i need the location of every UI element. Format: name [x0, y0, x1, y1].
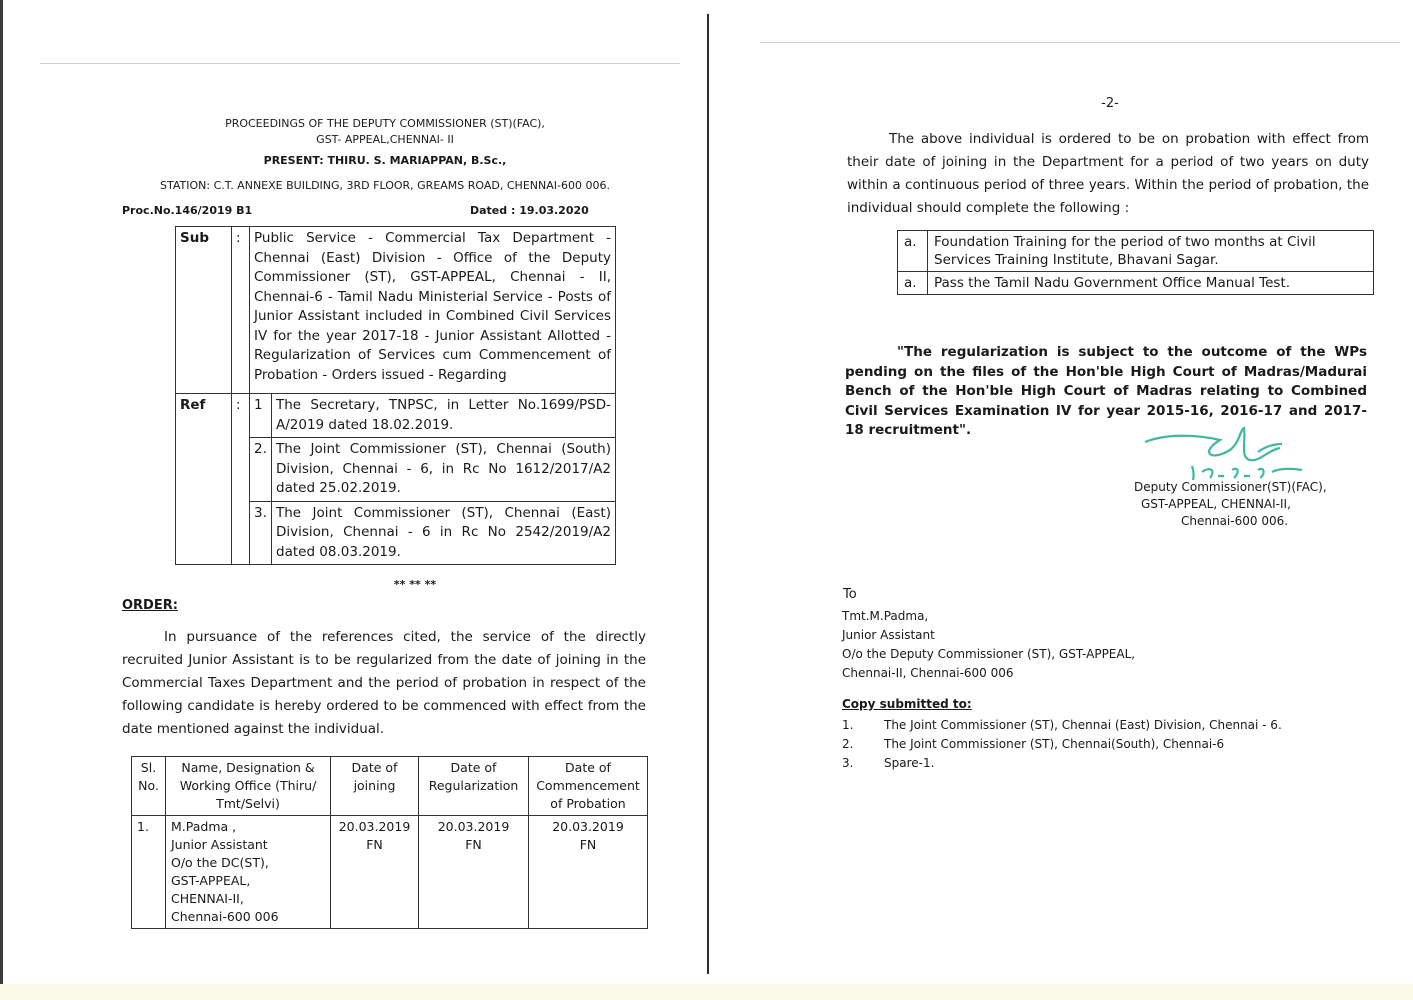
- cell-name: [166, 816, 331, 929]
- cell-sl: 1.: [132, 816, 166, 929]
- list-item: [842, 716, 1282, 735]
- scan-top-line-right: [760, 42, 1400, 43]
- header-date-probation: Date of Commencement of Probation: [529, 757, 648, 816]
- copy-item-number: 3.: [842, 756, 854, 770]
- header-line-1: PROCEEDINGS OF THE DEPUTY COMMISSIONER (ST)(FAC),: [225, 117, 545, 130]
- ref-3-text: The Joint Commissioner (ST), Chennai (East) Division, Chennai - 6 in Rc No 2542/2019/A2 dated 08.03.2019.: [272, 501, 616, 565]
- ref-colon: :: [232, 394, 250, 565]
- header-name: Name, Designation & Working Office (Thiru/ Tmt/Selvi): [166, 757, 331, 816]
- header-date-regularization: Date of Regularization: [419, 757, 529, 816]
- candidate-table-header: [132, 757, 648, 816]
- copy-heading: Copy submitted to:: [842, 697, 972, 711]
- subject-row: [176, 227, 616, 394]
- copy-item-number: 2.: [842, 737, 854, 751]
- list-item: [842, 754, 1282, 773]
- ref-label: Ref: [176, 394, 232, 565]
- reference-row: [176, 394, 616, 438]
- training-table: [897, 230, 1374, 295]
- table-row: [132, 816, 648, 929]
- name-line: Chennai-600 006: [171, 909, 279, 924]
- station-line: STATION: C.T. ANNEXE BUILDING, 3RD FLOOR, GREAMS ROAD, CHENNAI-600 006.: [160, 179, 610, 192]
- subject-reference-table: [175, 226, 616, 565]
- header-sl-no: Sl. No.: [132, 757, 166, 816]
- training-row: [898, 231, 1374, 272]
- signatory-city: Chennai-600 006.: [1181, 514, 1289, 528]
- header-date-joining: Date of joining: [331, 757, 419, 816]
- probation-session: FN: [579, 837, 597, 852]
- joining-date: 20.03.2019: [338, 819, 411, 834]
- copy-list: [842, 716, 1282, 773]
- ref-2-text: The Joint Commissioner (ST), Chennai (South) Division, Chennai - 6, in Rc No 1612/2017/A2 dated 25.02.2019.: [272, 438, 616, 502]
- regularization-session: FN: [465, 837, 482, 852]
- regularization-note: "The regularization is subject to the outcome of the WPs pending on the files of the Hon'ble High Court of Madras/Madurai Bench of the Hon'ble High Court of Madras relating to Combined Civil Services Examination IV for year 2015-16, 2016-17 and 2017-18 recruitment".: [845, 344, 1367, 438]
- signatory-office: GST-APPEAL, CHENNAI-II,: [1141, 497, 1291, 511]
- training-mark: a.: [898, 231, 928, 272]
- separator-stars: ** ** **: [393, 578, 437, 591]
- copy-item-text: The Joint Commissioner (ST), Chennai (East) Division, Chennai - 6.: [884, 718, 1282, 732]
- name-line: Junior Assistant: [171, 837, 268, 852]
- address-line: Chennai-II, Chennai-600 006: [842, 666, 1014, 680]
- scan-left-edge: [0, 0, 3, 1000]
- ref-2-number: 2.: [250, 438, 272, 502]
- page-number: -2-: [1101, 96, 1119, 111]
- cell-regularization: [419, 816, 529, 929]
- training-text: Foundation Training for the period of two months at Civil Services Training Institute, Bhavani Sagar.: [928, 231, 1374, 272]
- address-line: Junior Assistant: [842, 628, 935, 642]
- copy-item-text: Spare-1.: [884, 756, 935, 770]
- signature-image: [1140, 422, 1315, 484]
- sub-colon: :: [232, 227, 250, 394]
- header-line-2: GST- APPEAL,CHENNAI- II: [316, 133, 454, 146]
- subject-text: Public Service - Commercial Tax Department - Chennai (East) Division - Office of the Deputy Commissioner (ST), GST-APPEAL, Chennai - II, Chennai-6 - Tamil Nadu Ministerial Service - Posts of Junior Assistant included in Combined Civil Services IV for the year 2017-18 - Junior Assistant Allotted - Regularization of Services cum Commencement of Probation - Orders issued - Regarding: [250, 227, 616, 394]
- scan-top-line-left: [40, 63, 680, 64]
- scan-bottom-band: [0, 984, 1413, 1000]
- list-item: [842, 735, 1282, 754]
- joining-session: FN: [366, 837, 383, 852]
- present-line: PRESENT: THIRU. S. MARIAPPAN, B.Sc.,: [263, 154, 507, 167]
- dated: Dated : 19.03.2020: [470, 204, 589, 217]
- training-mark: a.: [898, 272, 928, 295]
- name-line: GST-APPEAL,: [171, 873, 251, 888]
- name-line: CHENNAI-II,: [171, 891, 244, 906]
- copy-item-number: 1.: [842, 718, 854, 732]
- regularization-date: 20.03.2019: [437, 819, 510, 834]
- name-line: M.Padma ,: [171, 819, 237, 834]
- address-line: Tmt.M.Padma,: [842, 609, 929, 623]
- cell-joining: [331, 816, 419, 929]
- order-heading: ORDER:: [122, 598, 178, 613]
- name-line: O/o the DC(ST),: [171, 855, 269, 870]
- signatory-title: Deputy Commissioner(ST)(FAC),: [1134, 480, 1327, 494]
- order-paragraph: In pursuance of the references cited, the service of the directly recruited Junior Assistant is to be regularized from the date of joining in the Commercial Taxes Department and the period of probation in respect of the following candidate is hereby ordered to be commenced with effect from the date mentioned against the individual.: [122, 629, 646, 737]
- proc-number: Proc.No.146/2019 B1: [122, 204, 253, 217]
- page-divider: [707, 14, 709, 974]
- cell-probation: [529, 816, 648, 929]
- sub-label: Sub: [176, 227, 232, 394]
- training-text: Pass the Tamil Nadu Government Office Manual Test.: [928, 272, 1374, 295]
- copy-item-text: The Joint Commissioner (ST), Chennai(South), Chennai-6: [884, 737, 1225, 751]
- address-line: O/o the Deputy Commissioner (ST), GST-APPEAL,: [842, 647, 1136, 661]
- ref-3-number: 3.: [250, 501, 272, 565]
- to-address: [842, 607, 1135, 683]
- ref-1-number: 1: [250, 394, 272, 438]
- probation-date: 20.03.2019: [552, 819, 624, 834]
- probation-paragraph: The above individual is ordered to be on probation with effect from their date of joining in the Department for a period of two years on duty within a continuous period of three years. Within the period of probation, the individual should complete the following :: [847, 131, 1369, 216]
- ref-1-text: The Secretary, TNPSC, in Letter No.1699/PSD-A/2019 dated 18.02.2019.: [272, 394, 616, 438]
- training-row: [898, 272, 1374, 295]
- to-label: To: [843, 587, 857, 602]
- candidate-table: [131, 756, 648, 929]
